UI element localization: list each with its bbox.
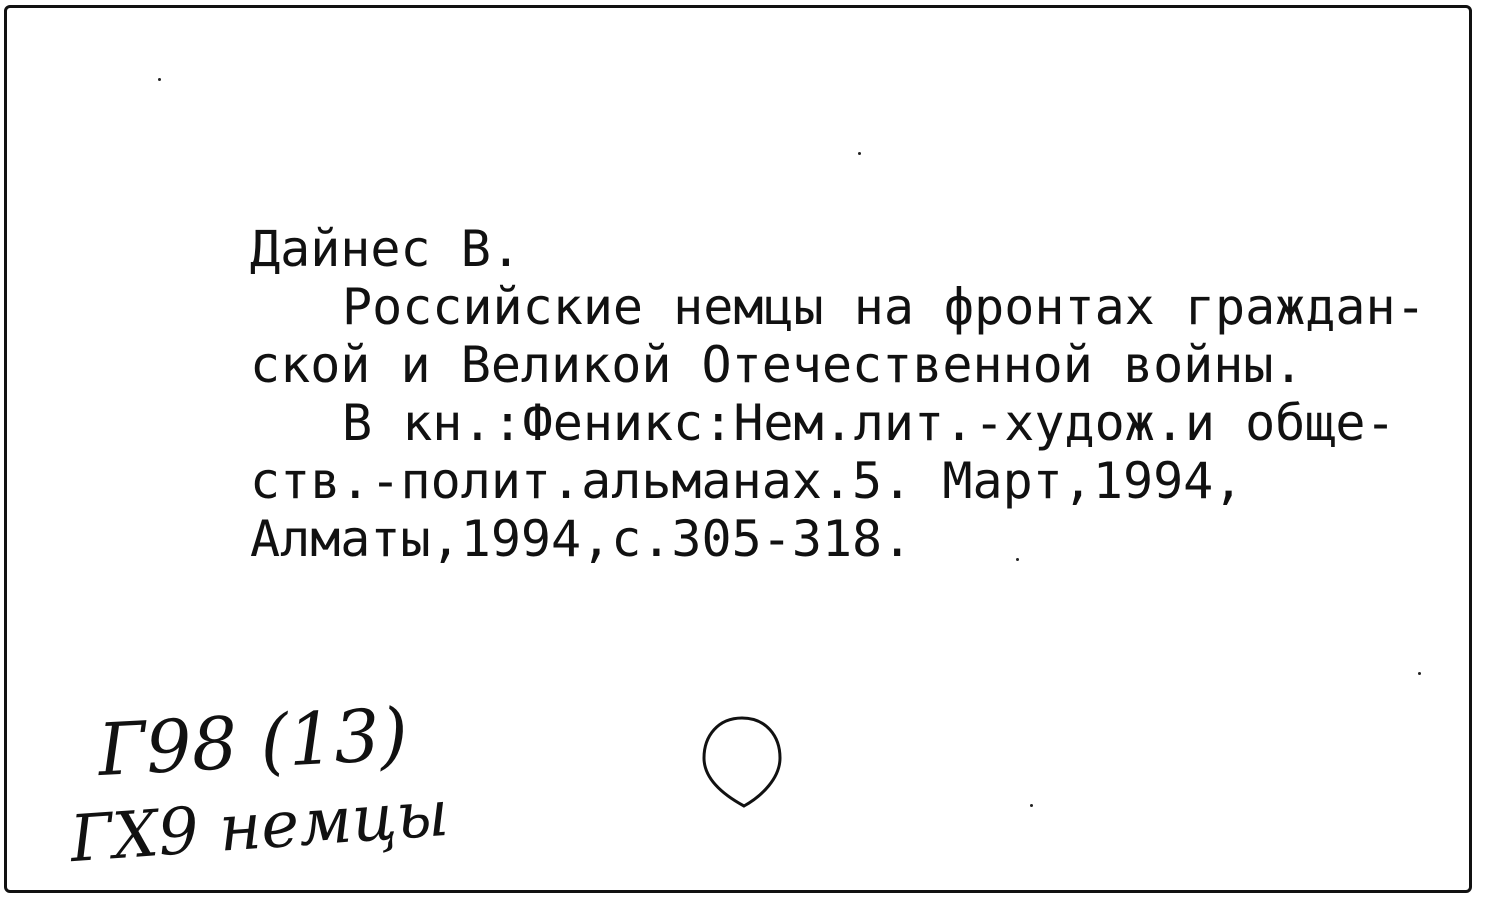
speck-mark (858, 152, 861, 155)
speck-mark (1418, 672, 1421, 675)
title-line-1: Российские немцы на фронтах граждан- (342, 278, 1426, 336)
source-line-2: ств.-полит.альманах.5. Март,1994, (250, 452, 1244, 510)
author-line: Дайнес В. (250, 220, 521, 278)
handwritten-shelfmark: Г98 (13) (96, 691, 410, 793)
speck-mark (1016, 558, 1019, 561)
source-line-3: Алматы,1994,с.305-318. (250, 510, 913, 568)
title-line-2: ской и Великой Отечественной войны. (250, 336, 1304, 394)
source-line-1: В кн.:Феникс:Нем.лит.-худож.и обще- (342, 394, 1396, 452)
bibliographic-entry (250, 220, 1426, 568)
punch-hole-icon (700, 714, 784, 810)
handwritten-subject: ГХ9 немцы (67, 776, 451, 878)
speck-mark (1030, 804, 1033, 807)
speck-mark (158, 78, 161, 81)
